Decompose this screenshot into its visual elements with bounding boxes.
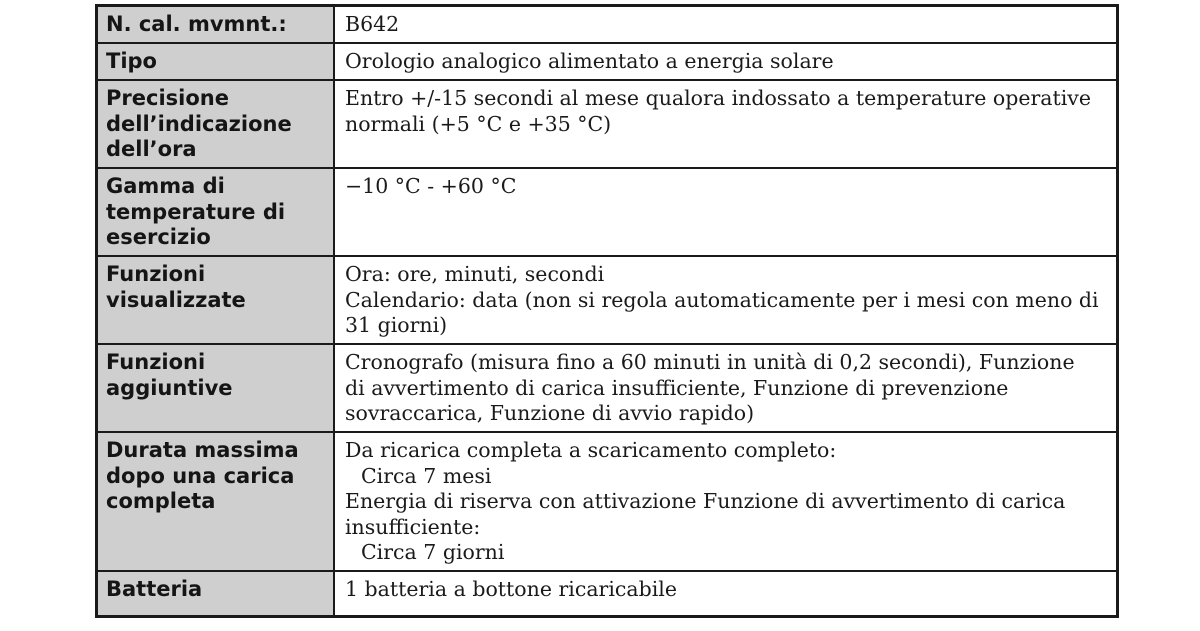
spec-row-max-duration	[97, 432, 1118, 571]
label-line: aggiuntive	[106, 375, 233, 400]
spec-row-temperature-range	[97, 168, 1118, 256]
spec-table	[95, 4, 1119, 618]
label-line: Funzioni	[106, 350, 206, 374]
label-max-duration	[97, 432, 335, 571]
value-line: normali (+5 °C e +35 °C)	[345, 111, 612, 136]
value-max-duration	[334, 432, 1118, 571]
value-line: B642	[345, 12, 400, 36]
label-line: N. cal. mvmnt.:	[106, 12, 287, 36]
label-line: dell’ora	[106, 137, 197, 161]
spec-row-battery	[97, 571, 1118, 617]
value-line: di avvertimento di carica insufficiente, Funzione di prevenzione	[345, 375, 1009, 400]
label-line: esercizio	[106, 225, 211, 249]
value-line: Cronografo (misura fino a 60 minuti in unità di 0,2 secondi), Funzione	[345, 350, 1075, 374]
label-additional-functions	[97, 344, 335, 432]
value-type	[334, 43, 1118, 80]
value-line: Orologio analogico alimentato a energia solare	[345, 49, 834, 73]
label-movement-number	[97, 6, 335, 44]
value-line: insufficiente:	[345, 514, 481, 539]
label-line: Gamma di	[106, 174, 225, 198]
value-accuracy	[334, 80, 1118, 168]
label-type	[97, 43, 335, 80]
value-temperature-range	[334, 168, 1118, 256]
spec-row-display-functions	[97, 256, 1118, 344]
spec-row-additional-functions	[97, 344, 1118, 432]
value-line-indented: Circa 7 giorni	[361, 540, 505, 564]
label-line: Precisione	[106, 86, 229, 110]
spec-row-movement-number	[97, 6, 1118, 44]
label-line: Durata massima	[106, 438, 299, 462]
label-line: dopo una carica	[106, 463, 295, 488]
value-line: 31 giorni)	[345, 313, 448, 337]
value-line: 1 batteria a bottone ricaricabile	[345, 577, 677, 601]
value-line: Calendario: data (non si regola automaticamente per i mesi con meno di	[345, 287, 1099, 312]
label-line: visualizzate	[106, 287, 246, 312]
label-line: dell’indicazione	[106, 111, 292, 136]
value-line: Da ricarica completa a scaricamento completo:	[345, 438, 837, 462]
spec-row-accuracy	[97, 80, 1118, 168]
label-display-functions	[97, 256, 335, 344]
label-temperature-range	[97, 168, 335, 256]
label-line: temperature di	[106, 199, 286, 224]
value-line: sovraccarica, Funzione di avvio rapido)	[345, 401, 755, 425]
value-additional-functions	[334, 344, 1118, 432]
label-accuracy	[97, 80, 335, 168]
value-battery	[334, 571, 1118, 617]
label-line: Funzioni	[106, 262, 206, 286]
value-line: −10 °C - +60 °C	[345, 174, 517, 198]
label-line: Batteria	[106, 577, 203, 601]
value-line: Energia di riserva con attivazione Funzione di avvertimento di carica	[345, 489, 1066, 513]
label-line: Tipo	[106, 49, 157, 73]
label-battery	[97, 571, 335, 617]
value-line: Ora: ore, minuti, secondi	[345, 262, 605, 286]
value-display-functions	[334, 256, 1118, 344]
spec-row-type	[97, 43, 1118, 80]
label-line: completa	[106, 489, 216, 513]
value-line: Entro +/-15 secondi al mese qualora indossato a temperature operative	[345, 86, 1091, 110]
value-line-indented: Circa 7 mesi	[361, 463, 492, 488]
value-movement-number	[334, 6, 1118, 44]
